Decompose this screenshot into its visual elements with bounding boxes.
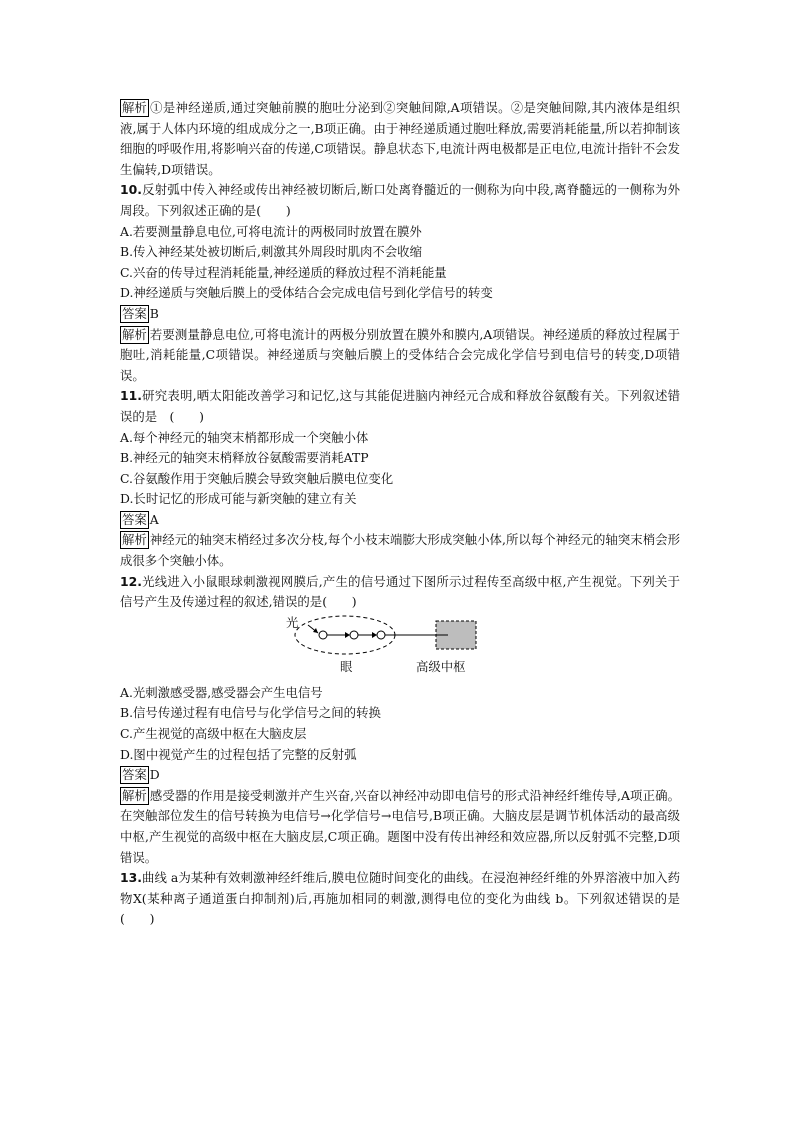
pathway-diagram [290, 615, 530, 677]
q9-analysis [120, 98, 680, 180]
higher-center-label: 高级中枢 [416, 658, 466, 674]
analysis-text: 感受器的作用是接受刺激并产生兴奋,兴奋以神经冲动即电信号的形式沿神经纤维传导,A项正确。在突触部位发生的信号转换为电信号→化学信号→电信号,B项正确。大脑皮层是调节机体活动的最高级中枢,产生视觉的高级中枢在大脑皮层,C项正确。题图中没有传出神经和效应器,所以反射弧不完整,D项错误。 [120, 787, 680, 865]
q12-stem [120, 572, 680, 613]
synapse-2 [372, 632, 377, 638]
q12-answer [120, 765, 680, 786]
q10-option-b: B.传入神经某处被切断后,刺激其外周段时肌肉不会收缩 [120, 244, 422, 260]
question-text: 反射弧中传入神经或传出神经被切断后,断口处离脊髓近的一侧称为向中段,离脊髓远的一侧称为外周段。下列叙述正确的是( ) [120, 182, 680, 218]
analysis-text: 若要测量静息电位,可将电流计的两极分别放置在膜外和膜内,A项错误。神经递质的释放过程属于胞吐,消耗能量,C项错误。神经递质与突触后膜上的受体结合会完成化学信号到电信号的转变,D项错误。 [120, 326, 680, 383]
neuron-cell-2 [350, 631, 358, 639]
q12-option-d: D.图中视觉产生的过程包括了完整的反射弧 [120, 746, 357, 762]
analysis-tag: 解析 [122, 532, 147, 548]
answer-tag: 答案 [122, 511, 147, 527]
q10-option-a: A.若要测量静息电位,可将电流计的两极同时放置在膜外 [120, 223, 422, 239]
analysis-tag: 解析 [122, 326, 147, 342]
q12-analysis [120, 786, 680, 868]
q11-option-c: C.谷氨酸作用于突触后膜会导致突触后膜电位变化 [120, 470, 394, 486]
light-label: 光 [286, 614, 299, 630]
neuron-cell-1 [319, 631, 327, 639]
question-text: 曲线 a为某种有效刺激神经纤维后,膜电位随时间变化的曲线。在浸泡神经纤维的外界溶液中加入药物X(某种离子通道蛋白抑制剂)后,再施加相同的刺激,测得电位的变化为曲线 b。下列叙述错误的是( ) [120, 870, 680, 927]
q10-option-d: D.神经递质与突触后膜上的受体结合会完成电信号到化学信号的转变 [120, 285, 493, 301]
document-page [120, 98, 680, 930]
q12-option-b: B.信号传递过程有电信号与化学信号之间的转换 [120, 705, 381, 721]
q11-stem [120, 386, 680, 427]
question-text: 研究表明,晒太阳能改善学习和记忆,这与其能促进脑内神经元合成和释放谷氨酸有关。下列叙述错误的是 ( ) [120, 388, 680, 424]
q11-option-d: D.长时记忆的形成可能与新突触的建立有关 [120, 491, 357, 507]
eye-pathway-figure [120, 615, 680, 677]
q10-analysis [120, 325, 680, 387]
answer-value: A [149, 511, 159, 527]
analysis-tag: 解析 [122, 100, 147, 115]
eye-label: 眼 [340, 658, 353, 674]
question-number: 11. [120, 388, 142, 404]
q12-option-c: C.产生视觉的高级中枢在大脑皮层 [120, 726, 307, 742]
question-text: 光线进入小鼠眼球刺激视网膜后,产生的信号通过下图所示过程传至高级中枢,产生视觉。下列关于信号产生及传递过程的叙述,错误的是( ) [120, 573, 680, 610]
q11-option-b: B.神经元的轴突末梢释放谷氨酸需要消耗ATP [120, 450, 369, 466]
answer-tag: 答案 [122, 305, 147, 321]
question-number: 13. [120, 870, 142, 886]
q10-option-c: C.兴奋的传导过程消耗能量,神经递质的释放过程不消耗能量 [120, 264, 447, 280]
analysis-tag: 解析 [122, 787, 147, 803]
q11-answer [120, 510, 680, 531]
light-arrowhead [313, 628, 318, 633]
q10-stem [120, 180, 680, 221]
q13-stem [120, 868, 680, 930]
synapse-1 [345, 632, 350, 638]
q11-option-a: A.每个神经元的轴突末梢都形成一个突触小体 [120, 429, 369, 445]
q10-answer [120, 304, 680, 325]
answer-tag: 答案 [122, 767, 147, 783]
q12-option-a: A.光刺激感受器,感受器会产生电信号 [120, 684, 323, 700]
q11-analysis [120, 530, 680, 571]
question-number: 10. [120, 182, 142, 198]
analysis-text: 神经元的轴突末梢经过多次分枝,每个小枝末端膨大形成突触小体,所以每个神经元的轴突末梢会形成很多个突触小体。 [120, 532, 680, 569]
answer-value: D [149, 767, 160, 783]
analysis-text: ①是神经递质,通过突触前膜的胞吐分泌到②突触间隙,A项错误。②是突触间隙,其内液体是组织液,属于人体内环境的组成成分之一,B项正确。由于神经递质通过胞吐释放,需要消耗能量,所以若抑制该细胞的呼吸作用,将影响兴奋的传递,C项错误。静息状态下,电流计两电极都是正电位,电流计指针不会发生偏转,D项错误。 [120, 100, 680, 177]
neuron-cell-3 [377, 631, 385, 639]
answer-value: B [149, 305, 159, 321]
question-number: 12. [120, 573, 142, 589]
